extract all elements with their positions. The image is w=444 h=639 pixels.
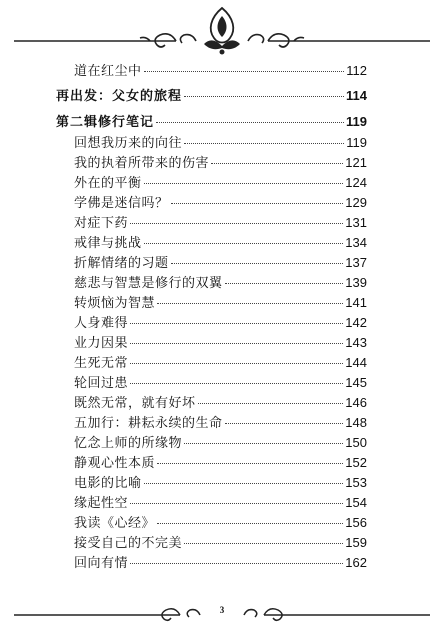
toc-entry-page: 137 <box>345 255 367 270</box>
toc-entry[interactable] <box>0 390 444 410</box>
toc-entry[interactable] <box>0 430 444 450</box>
toc-entry-page: 139 <box>345 275 367 290</box>
toc-entry[interactable] <box>0 190 444 210</box>
toc-entry-page: 144 <box>345 355 367 370</box>
toc-entry-page: 150 <box>345 435 367 450</box>
toc-entry[interactable] <box>0 310 444 330</box>
toc-entry[interactable] <box>0 210 444 230</box>
table-of-contents <box>0 58 444 570</box>
dot-leader <box>171 263 344 264</box>
toc-entry[interactable] <box>0 530 444 550</box>
dot-leader <box>157 523 343 524</box>
toc-entry-page: 119 <box>346 135 367 150</box>
toc-entry-title: 对症下药 <box>74 216 129 231</box>
toc-entry-page: 119 <box>346 114 367 129</box>
toc-entry-title: 我读《心经》 <box>74 516 156 531</box>
dot-leader <box>130 223 343 224</box>
dot-leader <box>144 243 344 244</box>
toc-entry-title: 缘起性空 <box>74 496 129 511</box>
toc-entry-page: 121 <box>345 155 367 170</box>
toc-entry-title: 静观心性本质 <box>74 456 156 471</box>
toc-entry-page: 145 <box>345 375 367 390</box>
toc-entry-title: 既然无常，就有好坏 <box>74 396 196 411</box>
toc-entry-page: 153 <box>345 475 367 490</box>
toc-entry-page: 154 <box>345 495 367 510</box>
dot-leader <box>130 323 343 324</box>
toc-entry-title: 人身难得 <box>74 316 129 331</box>
toc-entry-title: 五加行：耕耘永续的生命 <box>74 416 223 431</box>
dot-leader <box>171 203 344 204</box>
toc-entry-title: 转烦恼为智慧 <box>74 296 156 311</box>
toc-entry-page: 146 <box>345 395 367 410</box>
toc-entry[interactable] <box>0 330 444 350</box>
toc-entry-title: 生死无常 <box>74 356 129 371</box>
dot-leader <box>184 96 344 97</box>
toc-entry[interactable] <box>0 230 444 250</box>
toc-entry[interactable] <box>0 470 444 490</box>
dot-leader <box>144 183 344 184</box>
dot-leader <box>130 363 343 364</box>
toc-entry[interactable] <box>0 350 444 370</box>
dot-leader <box>144 483 344 484</box>
toc-entry[interactable] <box>0 410 444 430</box>
toc-entry-title: 回向有情 <box>74 556 129 571</box>
dot-leader <box>130 503 343 504</box>
dot-leader <box>144 71 345 72</box>
toc-entry-page: 124 <box>345 175 367 190</box>
toc-entry[interactable] <box>0 450 444 470</box>
toc-entry-page: 114 <box>346 88 367 103</box>
dot-leader <box>184 443 343 444</box>
toc-entry[interactable] <box>0 490 444 510</box>
dot-leader <box>130 563 343 564</box>
toc-entry-page: 131 <box>345 215 367 230</box>
toc-entry[interactable] <box>0 58 444 78</box>
dot-leader <box>157 303 343 304</box>
toc-entry[interactable] <box>0 270 444 290</box>
dot-leader <box>225 423 344 424</box>
toc-entry[interactable] <box>0 550 444 570</box>
dot-leader <box>184 143 344 144</box>
toc-entry-title: 回想我历来的向往 <box>74 136 183 151</box>
toc-entry-title: 接受自己的不完美 <box>74 536 183 551</box>
page-number: 3 <box>219 605 225 615</box>
dot-leader <box>130 383 343 384</box>
lotus-emblem-icon <box>204 8 240 55</box>
toc-entry-title: 我的执着所带来的伤害 <box>74 156 210 171</box>
toc-entry[interactable] <box>0 510 444 530</box>
toc-entry-page: 129 <box>345 195 367 210</box>
dot-leader <box>157 463 343 464</box>
dot-leader <box>198 403 344 404</box>
toc-entry-page: 156 <box>345 515 367 530</box>
toc-chapter-entry[interactable] <box>0 104 444 130</box>
toc-entry[interactable] <box>0 150 444 170</box>
toc-entry-title: 忆念上师的所缘物 <box>74 436 183 451</box>
toc-entry-title: 电影的比喻 <box>74 476 142 491</box>
toc-entry-page: 141 <box>345 295 367 310</box>
header-ornament <box>0 0 444 60</box>
dot-leader <box>156 122 344 123</box>
toc-entry-page: 159 <box>345 535 367 550</box>
toc-entry-title: 第二辑修行笔记 <box>56 115 155 130</box>
dot-leader <box>130 343 343 344</box>
toc-entry-title: 外在的平衡 <box>74 176 142 191</box>
toc-entry-title: 业力因果 <box>74 336 129 351</box>
toc-entry-page: 112 <box>346 63 367 78</box>
toc-entry-title: 折解情绪的习题 <box>74 256 169 271</box>
dot-leader <box>184 543 343 544</box>
toc-entry-title: 轮回过患 <box>74 376 129 391</box>
toc-entry-title: 学佛是迷信吗？ <box>74 196 169 211</box>
toc-chapter-entry[interactable] <box>0 78 444 104</box>
toc-entry[interactable] <box>0 170 444 190</box>
dot-leader <box>225 283 344 284</box>
toc-entry-title: 戒律与挑战 <box>74 236 142 251</box>
toc-entry-title: 慈悲与智慧是修行的双翼 <box>74 276 223 291</box>
toc-entry-page: 152 <box>345 455 367 470</box>
toc-entry-page: 162 <box>345 555 367 570</box>
toc-entry-title: 再出发：父女的旅程 <box>56 89 183 104</box>
toc-entry-page: 142 <box>345 315 367 330</box>
toc-entry-title: 道在红尘中 <box>74 64 142 79</box>
toc-entry-page: 148 <box>345 415 367 430</box>
toc-entry-page: 134 <box>345 235 367 250</box>
toc-entry[interactable] <box>0 290 444 310</box>
toc-entry[interactable] <box>0 250 444 270</box>
dot-leader <box>211 163 343 164</box>
toc-entry[interactable] <box>0 370 444 390</box>
toc-entry-page: 143 <box>345 335 367 350</box>
toc-entry[interactable] <box>0 130 444 150</box>
